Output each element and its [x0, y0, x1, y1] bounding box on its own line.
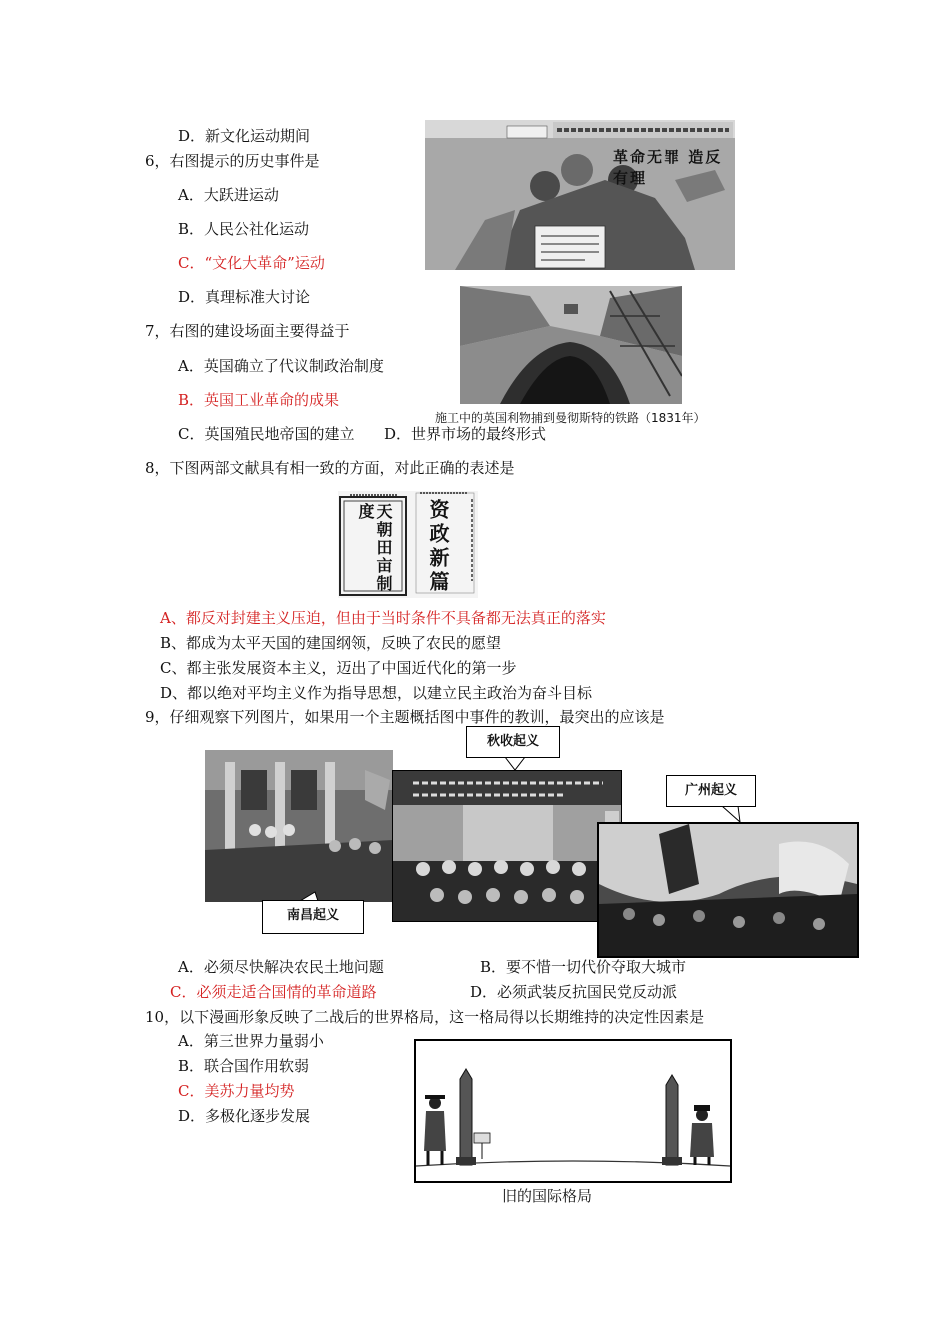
q8-doc-right-title: 资政新篇: [426, 499, 450, 595]
q6-poster-slogan: 革命无罪 造反有理: [613, 148, 723, 187]
q6-option-c: C．“文化大革命”运动: [178, 254, 325, 272]
q10-stem: 10，以下漫画形象反映了二战后的世界格局，这一格局得以长期维持的决定性因素是: [145, 1008, 705, 1026]
q6-option-b: B．人民公社化运动: [178, 220, 310, 238]
q6-stem: 6，右图提示的历史事件是: [145, 152, 320, 170]
q10-option-b: B．联合国作用软弱: [178, 1057, 310, 1075]
q9-option-c: C．必须走适合国情的革命道路: [170, 983, 377, 1001]
q10-option-c: C．美苏力量均势: [178, 1082, 295, 1100]
q9-label-nanchang: 南昌起义: [262, 900, 364, 934]
q8-option-d: D、都以绝对平均主义作为指导思想，以建立民主政治为奋斗目标: [160, 684, 593, 702]
q7-option-a: A．英国确立了代议制政治制度: [178, 357, 384, 375]
q9-label-autumn: 秋收起义: [466, 726, 560, 758]
q10-option-d: D．多极化逐步发展: [178, 1107, 311, 1125]
q7-stem: 7，右图的建设场面主要得益于: [145, 322, 350, 340]
q9-option-a: A．必须尽快解决农民土地问题: [178, 958, 384, 976]
q10-caption: 旧的国际格局: [502, 1187, 593, 1205]
q9-label-guangzhou: 广州起义: [666, 775, 756, 807]
q7-caption: 施工中的英国利物捕到曼彻斯特的铁路（1831年）: [435, 411, 706, 425]
q8-option-b: B、都成为太平天国的建国纲领，反映了农民的愿望: [160, 634, 502, 652]
q8-option-a: A、都反对封建主义压迫，但由于当时条件不具备都无法真正的落实: [160, 609, 606, 627]
q10-option-a: A．第三世界力量弱小: [178, 1032, 324, 1050]
q6-option-a: A．大跃进运动: [178, 186, 279, 204]
q10-cartoon-image: [414, 1039, 732, 1183]
q9-stem: 9，仔细观察下列图片，如果用一个主题概括图中事件的教训，最突出的应该是: [145, 708, 665, 726]
q5-option-d: D．新文化运动期间: [178, 127, 311, 145]
q7-option-c: C．英国殖民地帝国的建立: [178, 425, 355, 443]
q9-option-b: B．要不惜一切代价夺取大城市: [480, 958, 687, 976]
q10-cartoon-drawing: [416, 1041, 730, 1181]
q8-stem: 8，下图两部文献具有相一致的方面，对此正确的表述是: [145, 459, 515, 477]
q6-option-d: D．真理标准大讨论: [178, 288, 311, 306]
q7-option-b: B．英国工业革命的成果: [178, 391, 340, 409]
q9-option-d: D．必须武装反抗国民党反动派: [470, 983, 678, 1001]
q8-option-c: C、都主张发展资本主义，迈出了中国近代化的第一步: [160, 659, 517, 677]
q8-doc-left-title: 天朝田亩制度: [356, 503, 393, 593]
q7-option-d: D．世界市场的最终形式: [384, 425, 547, 443]
